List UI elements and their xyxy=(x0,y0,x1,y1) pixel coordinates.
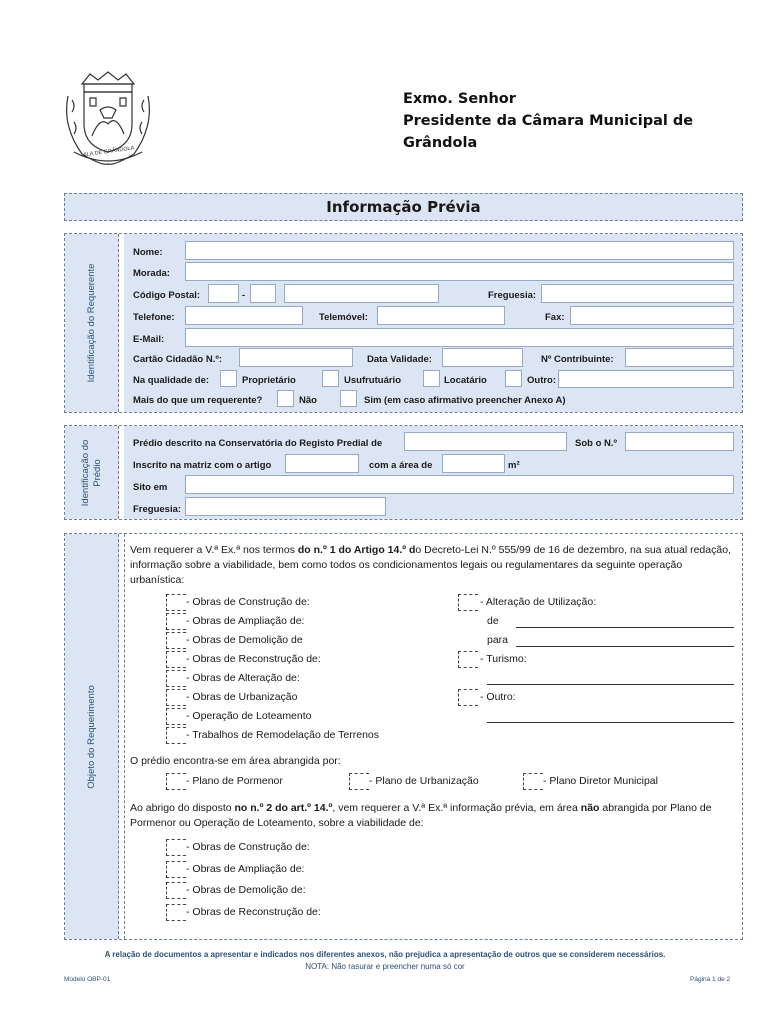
addressee-line: Presidente da Câmara Municipal de xyxy=(403,113,694,129)
contribuinte-field[interactable] xyxy=(625,348,734,367)
section-label xyxy=(80,439,104,506)
area-intro: O prédio encontra-se em área abrangida por: xyxy=(130,755,341,767)
sob-n-label: Sob o N.º xyxy=(575,438,617,449)
turismo-line[interactable] xyxy=(487,684,734,685)
operation-option-label: - Obras de Demolição de xyxy=(186,634,303,646)
plano-pormenor-checkbox[interactable] xyxy=(166,773,186,790)
objeto-section xyxy=(64,533,743,940)
data-validade-field[interactable] xyxy=(442,348,523,367)
viabilidade-option-label: - Obras de Ampliação de: xyxy=(186,862,305,875)
nome-field[interactable] xyxy=(185,241,734,260)
inscrito-label: Inscrito na matriz com o artigo xyxy=(133,460,272,471)
predio-fields xyxy=(124,426,742,519)
operation-option-label: - Obras de Urbanização xyxy=(186,691,298,703)
postal-code-prefix-field[interactable] xyxy=(208,284,239,303)
addressee-line: Exmo. Senhor xyxy=(403,91,516,107)
plano-diretor-checkbox[interactable] xyxy=(523,773,543,790)
nao-checkbox[interactable] xyxy=(277,390,294,407)
operation-option-checkbox[interactable] xyxy=(166,727,186,744)
telemovel-field[interactable] xyxy=(377,306,505,325)
model-code: Modelo OBP-01 xyxy=(64,976,111,983)
conservatoria-field[interactable] xyxy=(404,432,567,451)
requerente-side-label xyxy=(65,234,119,412)
addressee-block xyxy=(403,88,693,154)
email-field[interactable] xyxy=(185,328,734,347)
addressee-line: Grândola xyxy=(403,135,478,151)
abrigo-text: abrangida por Plano de Pormenor ou Operação de Loteamento, sobre a viabilidade de: xyxy=(130,802,712,829)
documents-note: A relação de documentos a apresentar e indicados nos diferentes anexos, não prejudica a apresentação de outros que se considerem necessários. xyxy=(104,950,666,959)
abrigo-bold: no n.º 2 do art.º 14.º xyxy=(234,802,333,814)
outro-checkbox[interactable] xyxy=(505,370,522,387)
outro-field[interactable] xyxy=(558,370,734,388)
predio-freguesia-label: Freguesia: xyxy=(133,504,182,515)
fax-field[interactable] xyxy=(570,306,734,325)
outro-op-checkbox[interactable] xyxy=(458,689,478,706)
contribuinte-label: Nº Contribuinte: xyxy=(541,354,614,365)
locatario-label: Locatário xyxy=(444,375,487,386)
telefone-field[interactable] xyxy=(185,306,303,325)
predio-section xyxy=(64,425,743,520)
sim-checkbox[interactable] xyxy=(340,390,357,407)
usufrutuario-checkbox[interactable] xyxy=(322,370,339,387)
outro-op-label: - Outro: xyxy=(480,691,516,703)
form-title: Informação Prévia xyxy=(64,193,743,221)
page-number: Página 1 de 2 xyxy=(690,976,731,983)
plano-diretor-label: - Plano Diretor Municipal xyxy=(543,775,658,787)
abrigo-paragraph xyxy=(130,801,738,831)
para-line[interactable] xyxy=(516,646,734,647)
municipal-seal-logo xyxy=(62,66,154,168)
codigo-postal-label: Código Postal: xyxy=(133,290,201,301)
predio-side-label xyxy=(65,426,119,519)
operation-option-label: - Obras de Ampliação de: xyxy=(186,615,305,627)
freguesia-label: Freguesia: xyxy=(488,290,537,301)
operation-option-checkbox[interactable] xyxy=(166,651,186,668)
sob-n-field[interactable] xyxy=(625,432,734,451)
mais-requerente-label: Mais do que um requerente? xyxy=(133,395,263,406)
email-label: E-Mail: xyxy=(133,334,165,345)
freguesia-field[interactable] xyxy=(541,284,734,303)
nao-label: Não xyxy=(299,395,317,406)
abrigo-text: Ao abrigo do disposto xyxy=(130,802,235,814)
section-label: Objeto do Requerimento xyxy=(85,684,97,789)
plano-urbanizacao-checkbox[interactable] xyxy=(349,773,369,790)
predio-freguesia-field[interactable] xyxy=(185,497,386,516)
proprietario-checkbox[interactable] xyxy=(220,370,237,387)
usufrutuario-label: Usufrutuário xyxy=(344,375,401,386)
viabilidade-option-checkbox[interactable] xyxy=(166,861,186,878)
operation-option-checkbox[interactable] xyxy=(166,689,186,706)
requerente-section xyxy=(64,233,743,413)
abrigo-text: , vem requerer a V.ª Ex.ª informação prévia, em área xyxy=(332,802,581,814)
cartao-field[interactable] xyxy=(239,348,353,367)
descrito-label: Prédio descrito na Conservatória do Registo Predial de xyxy=(133,438,383,449)
para-label: para xyxy=(487,634,509,646)
objeto-side-label xyxy=(65,534,119,939)
alteracao-label: - Alteração de Utilização: xyxy=(480,596,597,608)
intro-paragraph xyxy=(130,543,738,588)
outro-op-line[interactable] xyxy=(487,722,734,723)
seal-text: VILA DE GRÂNDOLA xyxy=(81,145,135,159)
de-line[interactable] xyxy=(516,627,734,628)
area-field[interactable] xyxy=(442,454,505,473)
nota-note: NOTA: Não rasurar e preencher numa só cor xyxy=(305,962,465,971)
operation-option-checkbox[interactable] xyxy=(166,613,186,630)
operation-option-checkbox[interactable] xyxy=(166,594,186,611)
requerente-fields xyxy=(124,234,742,412)
viabilidade-option-checkbox[interactable] xyxy=(166,904,186,921)
viabilidade-option-label: - Obras de Demolição de: xyxy=(186,884,306,896)
alteracao-checkbox[interactable] xyxy=(458,594,478,611)
plano-pormenor-label: - Plano de Pormenor xyxy=(186,775,283,787)
turismo-checkbox[interactable] xyxy=(458,651,478,668)
postal-code-suffix-field[interactable] xyxy=(250,284,276,303)
artigo-field[interactable] xyxy=(285,454,359,473)
sito-field[interactable] xyxy=(185,475,734,494)
cartao-label: Cartão Cidadão N.º: xyxy=(133,354,222,365)
data-validade-label: Data Validade: xyxy=(367,354,432,365)
operation-option-checkbox[interactable] xyxy=(166,632,186,649)
operation-option-label: - Trabalhos de Remodelação de Terrenos xyxy=(186,729,380,741)
postal-code-dash: - xyxy=(242,290,246,301)
postal-locality-field[interactable] xyxy=(284,284,439,303)
operation-option-label: - Obras de Construção de: xyxy=(186,596,310,608)
qualidade-label: Na qualidade de: xyxy=(133,375,210,386)
abrigo-bold: não xyxy=(580,802,600,814)
operation-option-label: - Operação de Loteamento xyxy=(186,710,312,722)
operation-option-label: - Obras de Alteração de: xyxy=(186,672,300,684)
plano-urbanizacao-label: - Plano de Urbanização xyxy=(369,775,479,787)
m2-label: m² xyxy=(508,460,520,471)
viabilidade-option-checkbox[interactable] xyxy=(166,882,186,899)
sito-label: Sito em xyxy=(133,482,168,493)
viabilidade-option-checkbox[interactable] xyxy=(166,839,186,856)
intro-text: Vem requerer a V.ª Ex.ª nos termos xyxy=(130,544,298,556)
section-label: Identificação do Requerente xyxy=(85,263,97,383)
locatario-checkbox[interactable] xyxy=(423,370,440,387)
viabilidade-option-label: - Obras de Construção de: xyxy=(186,841,310,853)
intro-text: o Decreto-Lei N.º 555/99 de 16 de dezembro, na sua atual redação, informação sobre a viabilidade, bem como todos os condicionamentos legais ou regulamentares da seguinte operação urbanística: xyxy=(130,544,731,586)
viabilidade-option-label: - Obras de Reconstrução de: xyxy=(186,905,321,918)
objeto-content xyxy=(124,534,742,939)
fax-label: Fax: xyxy=(545,312,565,323)
section-label-line: Prédio xyxy=(91,458,103,487)
outro-label: Outro: xyxy=(527,375,557,386)
area-label: com a área de xyxy=(369,460,433,471)
operation-option-label: - Obras de Reconstrução de: xyxy=(186,653,321,665)
nome-label: Nome: xyxy=(133,247,163,258)
sim-label: Sim (em caso afirmativo preencher Anexo A) xyxy=(364,395,566,406)
de-label: de xyxy=(487,615,499,627)
operation-option-checkbox[interactable] xyxy=(166,708,186,725)
telefone-label: Telefone: xyxy=(133,312,175,323)
morada-label: Morada: xyxy=(133,268,170,279)
operation-option-checkbox[interactable] xyxy=(166,670,186,687)
proprietario-label: Proprietário xyxy=(242,375,296,386)
section-label-line: Identificação do xyxy=(79,439,91,506)
telemovel-label: Telemóvel: xyxy=(319,312,368,323)
morada-field[interactable] xyxy=(185,262,734,281)
intro-bold: do n.º 1 do Artigo 14.º d xyxy=(297,544,416,556)
turismo-label: - Turismo: xyxy=(480,653,527,665)
